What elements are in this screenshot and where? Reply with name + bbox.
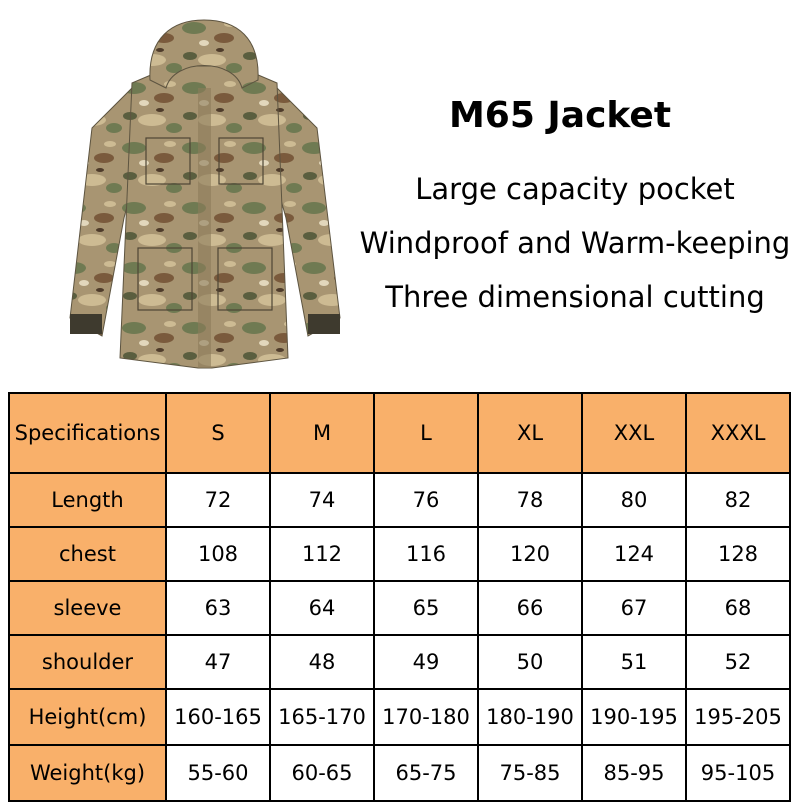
table-cell: 80: [582, 473, 686, 527]
table-cell: 190-195: [582, 689, 686, 745]
row-label-weight: Weight(kg): [9, 745, 166, 801]
table-cell: 65: [374, 581, 478, 635]
table-cell: 76: [374, 473, 478, 527]
table-cell: 72: [166, 473, 270, 527]
size-s: S: [166, 393, 270, 473]
table-row-sleeve: [9, 581, 790, 635]
row-label-shoulder: shoulder: [9, 635, 166, 689]
table-cell: 124: [582, 527, 686, 581]
table-cell: 85-95: [582, 745, 686, 801]
product-title: M65 Jacket: [448, 95, 672, 136]
table-cell: 120: [478, 527, 582, 581]
size-l: L: [374, 393, 478, 473]
table-cell: 63: [166, 581, 270, 635]
table-cell: 112: [270, 527, 374, 581]
row-label-height: Height(cm): [9, 689, 166, 745]
table-cell: 160-165: [166, 689, 270, 745]
table-cell: 165-170: [270, 689, 374, 745]
table-cell: 52: [686, 635, 790, 689]
feature-cutting: Three dimensional cutting: [385, 280, 765, 314]
table-cell: 78: [478, 473, 582, 527]
header-specifications: Specifications: [9, 393, 166, 473]
table-row-height: [9, 689, 790, 745]
feature-windproof: Windproof and Warm-keeping: [359, 226, 791, 260]
table-cell: 180-190: [478, 689, 582, 745]
table-cell: 108: [166, 527, 270, 581]
size-xxxl: XXXL: [686, 393, 790, 473]
size-header-row: [9, 393, 790, 473]
table-cell: 195-205: [686, 689, 790, 745]
table-cell: 64: [270, 581, 374, 635]
jacket-image: [62, 18, 347, 383]
table-cell: 65-75: [374, 745, 478, 801]
size-chart-table: [8, 392, 791, 802]
table-cell: 55-60: [166, 745, 270, 801]
table-row-chest: [9, 527, 790, 581]
row-label-sleeve: sleeve: [9, 581, 166, 635]
table-cell: 67: [582, 581, 686, 635]
table-cell: 50: [478, 635, 582, 689]
table-cell: 49: [374, 635, 478, 689]
table-cell: 95-105: [686, 745, 790, 801]
size-xxl: XXL: [582, 393, 686, 473]
feature-pocket: Large capacity pocket: [415, 172, 735, 206]
table-cell: 116: [374, 527, 478, 581]
size-xl: XL: [478, 393, 582, 473]
size-m: M: [270, 393, 374, 473]
table-row-length: [9, 473, 790, 527]
row-label-length: Length: [9, 473, 166, 527]
table-cell: 47: [166, 635, 270, 689]
table-cell: 128: [686, 527, 790, 581]
table-cell: 66: [478, 581, 582, 635]
table-cell: 48: [270, 635, 374, 689]
table-cell: 74: [270, 473, 374, 527]
table-cell: 75-85: [478, 745, 582, 801]
table-cell: 51: [582, 635, 686, 689]
table-row-weight: [9, 745, 790, 801]
table-row-shoulder: [9, 635, 790, 689]
table-cell: 170-180: [374, 689, 478, 745]
table-cell: 82: [686, 473, 790, 527]
product-hero: [0, 0, 800, 385]
row-label-chest: chest: [9, 527, 166, 581]
table-cell: 60-65: [270, 745, 374, 801]
table-cell: 68: [686, 581, 790, 635]
